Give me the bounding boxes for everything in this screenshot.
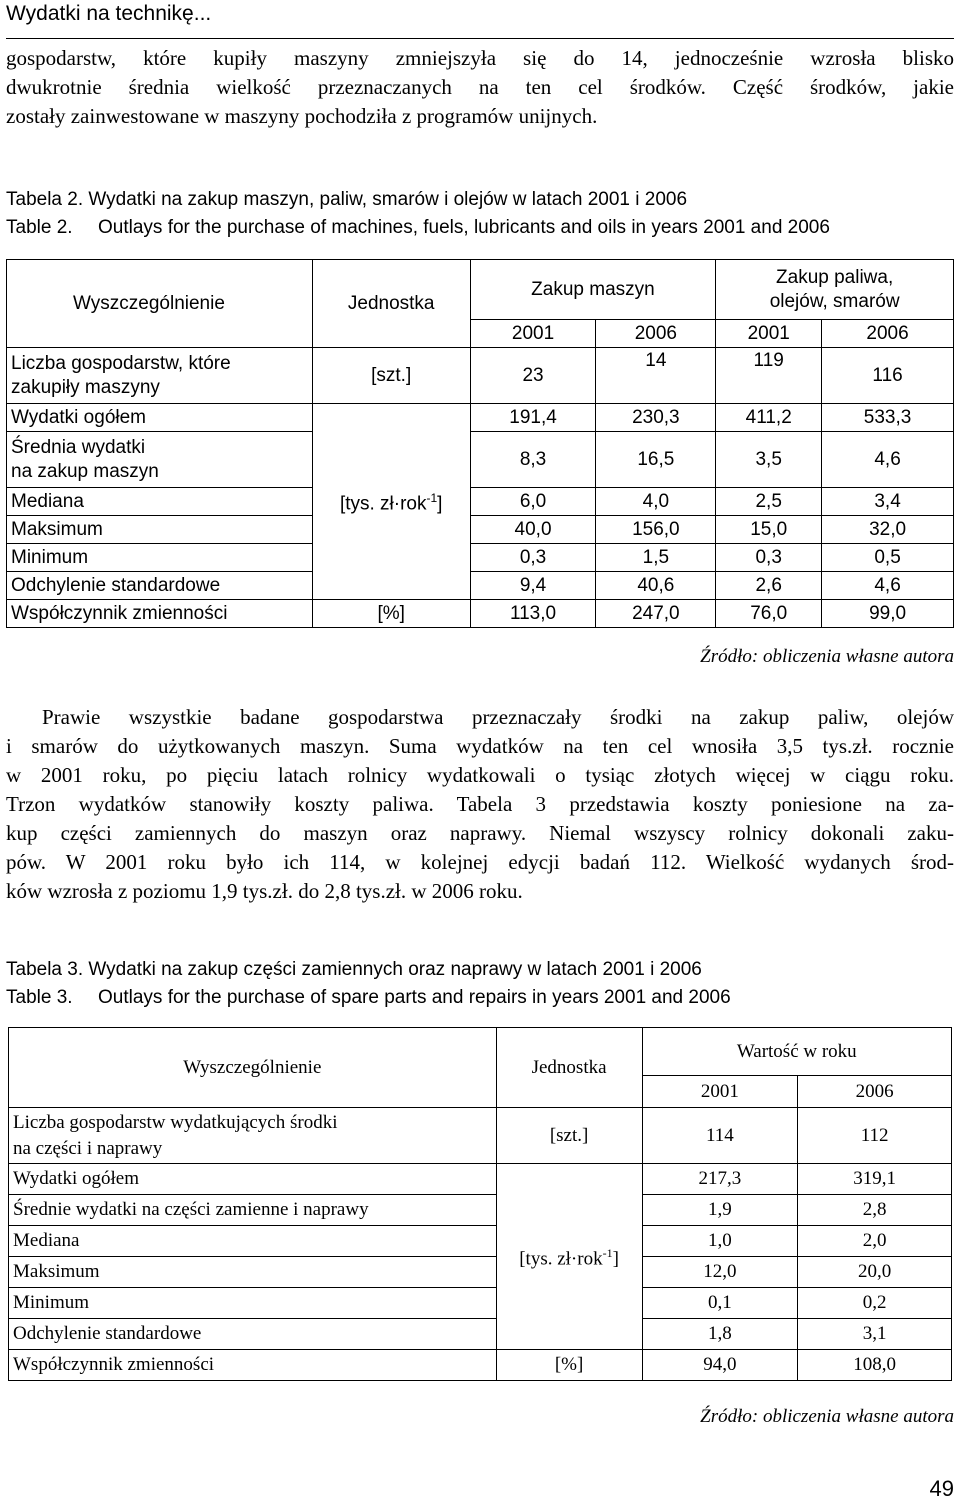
table-row <box>9 1195 952 1226</box>
cell-value: 533,3 <box>822 404 954 432</box>
table-row <box>7 516 954 544</box>
cell-value: 108,0 <box>798 1350 952 1381</box>
row-label <box>9 1108 497 1164</box>
row-label <box>7 348 313 404</box>
row-label: Wydatki ogółem <box>7 404 313 432</box>
row-label: Minimum <box>7 544 313 572</box>
row-label: Maksimum <box>7 516 313 544</box>
cell-value: 16,5 <box>596 432 716 488</box>
cell-value: 112 <box>798 1108 952 1164</box>
table3-caption-en <box>6 984 731 1012</box>
cell-value: 15,0 <box>716 516 822 544</box>
table-row <box>9 1319 952 1350</box>
cell-value: 2,6 <box>716 572 822 600</box>
table3 <box>8 1027 952 1381</box>
paragraph-line: zostały zainwestowane w maszyny pochodziła z programów unijnych. <box>6 104 598 128</box>
cell-value: 0,1 <box>642 1288 798 1319</box>
cell-value: 0,5 <box>822 544 954 572</box>
cell-value: 40,6 <box>596 572 716 600</box>
cell-value: 0,3 <box>470 544 596 572</box>
cell-value: 3,1 <box>798 1319 952 1350</box>
cell-value: 9,4 <box>470 572 596 600</box>
unit-superscript: -1 <box>426 491 438 506</box>
cell-value: 12,0 <box>642 1257 798 1288</box>
header-item: Wyszczególnienie <box>9 1028 497 1108</box>
caption-label: Table 2. <box>6 217 73 238</box>
header-group-fuels <box>716 260 954 320</box>
row-label-line: Liczba gospodarstw wydatkujących środki <box>13 1111 338 1133</box>
cell-value: 2,8 <box>798 1195 952 1226</box>
cell-value: 3,5 <box>716 432 822 488</box>
cell-value: 32,0 <box>822 516 954 544</box>
header-year: 2006 <box>798 1076 952 1108</box>
cell-value: 411,2 <box>716 404 822 432</box>
caption-label: Tabela 2. <box>6 189 84 210</box>
header-unit: Jednostka <box>312 260 470 348</box>
table-row <box>9 1288 952 1319</box>
row-unit-money <box>312 404 470 600</box>
caption-text: Outlays for the purchase of spare parts and repairs in years 2001 and 2006 <box>98 987 731 1008</box>
header-item: Wyszczególnienie <box>7 260 313 348</box>
row-label: Wydatki ogółem <box>9 1164 497 1195</box>
row-label-line: na części i naprawy <box>13 1137 163 1159</box>
caption-label: Tabela 3. <box>6 959 84 980</box>
table2-source: Źródło: obliczenia własne autora <box>700 646 954 667</box>
unit-text: [tys. zł·rok <box>339 493 427 515</box>
row-unit: [szt.] <box>496 1108 642 1164</box>
cell-value: 116 <box>822 348 954 404</box>
cell-value: 23 <box>470 348 596 404</box>
running-header: Wydatki na technikę... <box>6 2 212 25</box>
table-row <box>7 348 954 404</box>
cell-value: 0,3 <box>716 544 822 572</box>
header-group-value: Wartość w roku <box>642 1028 951 1076</box>
cell-value: 2,5 <box>716 488 822 516</box>
table-row <box>7 488 954 516</box>
paragraph-line: Prawie wszystkie badane gospodarstwa przeznaczały środki na zakup paliw, olejów <box>42 705 954 729</box>
caption-text: Outlays for the purchase of machines, fuels, lubricants and oils in years 2001 and 2006 <box>98 217 830 238</box>
header-year: 2001 <box>470 320 596 348</box>
row-label: Średnie wydatki na części zamienne i naprawy <box>9 1195 497 1226</box>
table3-caption-pl <box>6 956 702 984</box>
cell-value: 8,3 <box>470 432 596 488</box>
cell-value: 0,2 <box>798 1288 952 1319</box>
paragraph-line: pów. W 2001 roku było ich 114, w kolejnej edycji badań 112. Wielkość wydanych środ- <box>6 850 954 874</box>
cell-value: 40,0 <box>470 516 596 544</box>
row-label <box>7 432 313 488</box>
header-unit: Jednostka <box>496 1028 642 1108</box>
cell-value: 1,0 <box>642 1226 798 1257</box>
cell-value: 76,0 <box>716 600 822 628</box>
table2-caption-pl <box>6 186 687 214</box>
header-year: 2001 <box>716 320 822 348</box>
paragraph-line: i smarów do użytkowanych maszyn. Suma wydatków na ten cel wnosiła 3,5 tys.zł. rocznie <box>6 734 954 758</box>
table3-source: Źródło: obliczenia własne autora <box>700 1406 954 1427</box>
unit-close: ] <box>437 493 443 515</box>
table-row <box>7 600 954 628</box>
paragraph-line: dwukrotnie średnia wielkość przeznaczanych na ten cel środków. Część środków, jakie <box>6 75 954 99</box>
row-label-line: na zakup maszyn <box>11 460 159 482</box>
table-row <box>7 572 954 600</box>
header-year: 2001 <box>642 1076 798 1108</box>
table-row <box>9 1257 952 1288</box>
paragraph-line: w 2001 roku, po pięciu latach rolnicy wydatkowali o tysiąc złotych więcej w ciągu roku. <box>6 763 954 787</box>
header-line: Zakup paliwa, <box>776 266 894 288</box>
table-row <box>9 1226 952 1257</box>
header-group-machines: Zakup maszyn <box>470 260 716 320</box>
body-paragraph <box>6 703 954 906</box>
cell-value: 99,0 <box>822 600 954 628</box>
table2-caption-en <box>6 214 830 242</box>
cell-value: 191,4 <box>470 404 596 432</box>
table-row <box>9 1164 952 1195</box>
row-label: Odchylenie standardowe <box>7 572 313 600</box>
table-row <box>9 1108 952 1164</box>
page-number: 49 <box>929 1476 954 1501</box>
cell-value: 247,0 <box>596 600 716 628</box>
caption-text: Wydatki na zakup maszyn, paliw, smarów i olejów w latach 2001 i 2006 <box>88 189 688 210</box>
row-label-line: Liczba gospodarstw, które <box>11 352 231 374</box>
cell-value: 1,9 <box>642 1195 798 1226</box>
table-row <box>7 544 954 572</box>
row-label: Maksimum <box>9 1257 497 1288</box>
row-label: Współczynnik zmienności <box>7 600 313 628</box>
paragraph-line: ków wzrosła z poziomu 1,9 tys.zł. do 2,8 tys.zł. w 2006 roku. <box>6 879 523 903</box>
header-year: 2006 <box>822 320 954 348</box>
cell-value: 217,3 <box>642 1164 798 1195</box>
cell-value: 4,6 <box>822 432 954 488</box>
cell-value: 14 <box>596 348 716 404</box>
header-year: 2006 <box>596 320 716 348</box>
unit-text: [tys. zł·rok <box>519 1248 603 1270</box>
intro-paragraph <box>6 44 954 131</box>
row-label: Mediana <box>9 1226 497 1257</box>
cell-value: 114 <box>642 1108 798 1164</box>
cell-value: 4,6 <box>822 572 954 600</box>
cell-value: 319,1 <box>798 1164 952 1195</box>
cell-value: 156,0 <box>596 516 716 544</box>
table-row <box>9 1350 952 1381</box>
row-unit-money <box>496 1164 642 1350</box>
header-line: olejów, smarów <box>769 290 900 312</box>
cell-value: 4,0 <box>596 488 716 516</box>
unit-superscript: -1 <box>602 1246 613 1261</box>
cell-value: 1,8 <box>642 1319 798 1350</box>
row-unit: [szt.] <box>312 348 470 404</box>
row-unit: [%] <box>312 600 470 628</box>
cell-value: 6,0 <box>470 488 596 516</box>
table2 <box>6 259 954 628</box>
row-label: Współczynnik zmienności <box>9 1350 497 1381</box>
cell-value: 20,0 <box>798 1257 952 1288</box>
row-label-line: zakupiły maszyny <box>11 376 160 398</box>
cell-value: 1,5 <box>596 544 716 572</box>
cell-value: 94,0 <box>642 1350 798 1381</box>
row-label: Minimum <box>9 1288 497 1319</box>
paragraph-line: gospodarstw, które kupiły maszyny zmniejszyła się do 14, jednocześnie wzrosła blisko <box>6 46 954 70</box>
row-label: Mediana <box>7 488 313 516</box>
paragraph-line: Trzon wydatków stanowiły koszty paliwa. Tabela 3 przedstawia koszty poniesione na za- <box>6 792 954 816</box>
row-unit: [%] <box>496 1350 642 1381</box>
table-row <box>7 432 954 488</box>
caption-label: Table 3. <box>6 987 73 1008</box>
cell-value: 230,3 <box>596 404 716 432</box>
cell-value: 2,0 <box>798 1226 952 1257</box>
cell-value: 119 <box>716 348 822 404</box>
cell-value: 3,4 <box>822 488 954 516</box>
cell-value: 113,0 <box>470 600 596 628</box>
row-label-line: Średnia wydatki <box>11 436 146 458</box>
caption-text: Wydatki na zakup części zamiennych oraz naprawy w latach 2001 i 2006 <box>88 959 702 980</box>
paragraph-line: kup części zamiennych do maszyn oraz naprawy. Niemal wszyscy rolnicy dokonali zaku- <box>6 821 954 845</box>
header-rule <box>6 38 954 39</box>
row-label: Odchylenie standardowe <box>9 1319 497 1350</box>
table-row <box>7 404 954 432</box>
unit-close: ] <box>612 1248 619 1270</box>
